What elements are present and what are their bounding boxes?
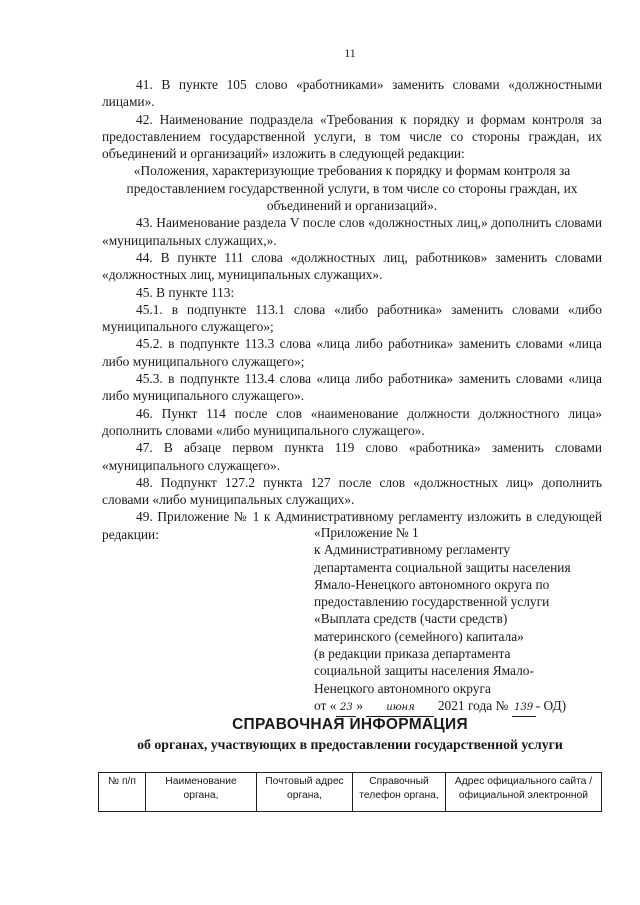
paragraph-49: 49. Приложение № 1 к Административному регламенту изложить в следующей редакции: <box>102 509 602 542</box>
paragraph-45-1: 45.1. в подпункте 113.1 слова «либо работника» заменить словами «либо муниципального служащего»; <box>102 301 602 335</box>
paragraph-42: 42. Наименование подраздела «Требования к порядку и формам контроля за предоставлением государственной услуги, в том числе со стороны граждан, их объединений и организаций» изложить в следующей редакции: <box>102 111 602 162</box>
date-mid: » <box>356 697 364 713</box>
paragraph-42-quote: «Положения, характеризующие требования к порядку и формам контроля за предоставлением государственной услуги, в том числе со стороны граждан, их объединений и организаций». <box>126 163 578 214</box>
document-body <box>102 76 602 543</box>
appendix-date-line <box>314 697 614 717</box>
appendix-line: «Выплата средств (части средств) <box>314 611 508 627</box>
date-day: 23 <box>336 699 356 717</box>
column-header-number: № п/п <box>99 773 146 812</box>
date-month: июня <box>366 699 434 717</box>
paragraph-47: 47. В абзаце первом пункта 119 слово «работника» заменить словами «муниципального служащего». <box>102 440 602 473</box>
paragraph-45: 45. В пункте 113: <box>136 284 235 300</box>
appendix-line: к Административному регламенту <box>314 542 511 558</box>
appendix-block <box>314 524 614 717</box>
appendix-line: материнского (семейного) капитала» <box>314 628 524 644</box>
order-number: 139 <box>512 699 536 717</box>
date-year: 2021 года № <box>437 697 509 713</box>
appendix-line: Ненецкого автономного округа <box>314 680 491 696</box>
paragraph-45-3: 45.3. в подпункте 113.4 слова «лица либо работника» заменить словами «лица либо муниципального служащего». <box>102 371 602 404</box>
column-header-website: Адрес официального сайта /официальной электронной <box>446 773 602 812</box>
reference-info-heading: СПРАВОЧНАЯ ИНФОРМАЦИЯ <box>232 716 468 733</box>
column-header-postal-address: Почтовый адрес органа, <box>257 773 353 812</box>
date-suffix: - ОД) <box>535 697 567 713</box>
paragraph-41: 41. В пункте 105 слово «работниками» заменить словами «должностными лицами». <box>102 77 602 110</box>
paragraph-44: 44. В пункте 111 слова «должностных лиц, работников» заменить словами «должностных лиц, муниципальных служащих». <box>102 249 602 283</box>
appendix-line: Ямало-Ненецкого автономного округа по <box>314 576 550 592</box>
appendix-line: социальной защиты населения Ямало- <box>314 663 534 679</box>
reference-info-subheading: об органах, участвующих в предоставлении государственной услуги <box>137 737 563 752</box>
paragraph-46: 46. Пункт 114 после слов «наименование должности должностного лица» дополнить словами «либо муниципального служащего». <box>102 405 602 438</box>
page-number: 11 <box>344 46 356 60</box>
appendix-line: «Приложение № 1 <box>314 525 419 540</box>
appendix-line: (в редакции приказа департамента <box>314 646 511 662</box>
paragraph-43: 43. Наименование раздела V после слов «должностных лиц,» дополнить словами «муниципальных служащих,». <box>102 215 602 248</box>
appendix-line: предоставлению государственной услуги <box>314 594 550 610</box>
paragraph-45-2: 45.2. в подпункте 113.3 слова «лица либо работника» заменить словами «лица либо муниципального служащего»; <box>102 336 602 369</box>
reference-table <box>98 772 602 812</box>
column-header-organ-name: Наименование органа, <box>146 773 257 812</box>
appendix-line: департамента социальной защиты населения <box>314 559 571 575</box>
table-header-row <box>99 773 602 812</box>
paragraph-48: 48. Подпункт 127.2 пункта 127 после слов «должностных лиц» дополнить словами «либо муниципальных служащих». <box>102 474 602 508</box>
date-prefix: от « <box>314 697 337 713</box>
column-header-phone: Справочный телефон органа, <box>353 773 446 812</box>
